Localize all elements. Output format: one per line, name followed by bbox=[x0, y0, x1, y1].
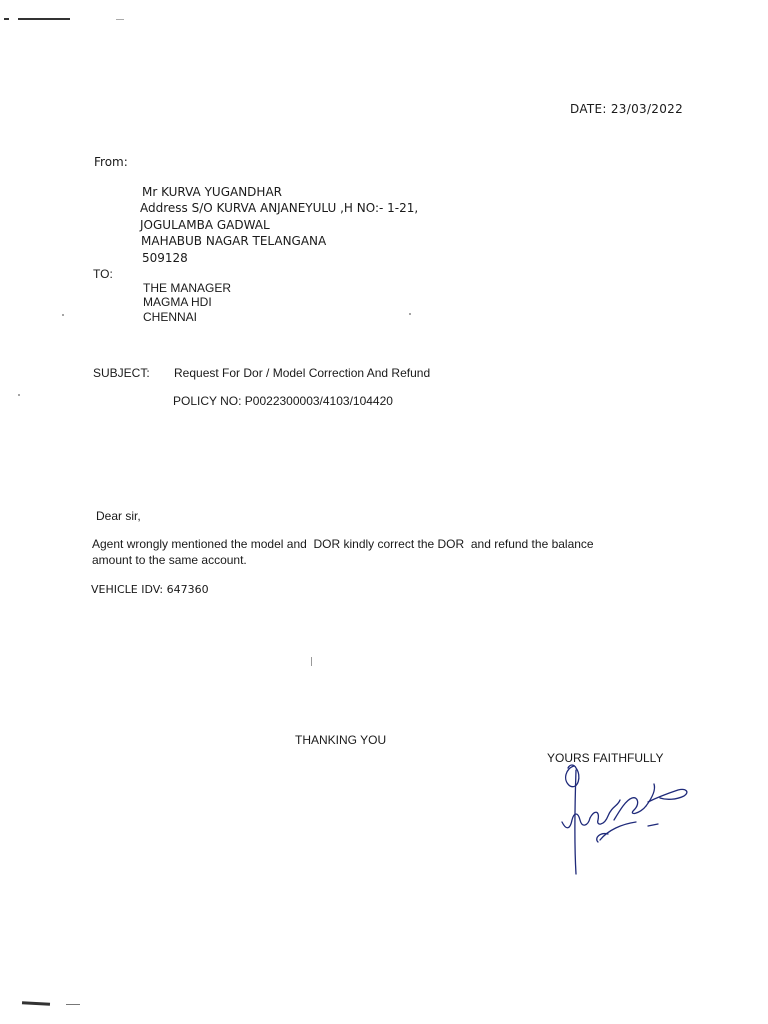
scan-dot bbox=[62, 314, 64, 316]
sender-name: Mr KURVA YUGANDHAR bbox=[142, 185, 282, 199]
vehicle-idv: VEHICLE IDV: 647360 bbox=[91, 583, 209, 596]
sender-pincode: 509128 bbox=[142, 251, 188, 265]
scan-dot bbox=[18, 394, 20, 396]
from-label: From: bbox=[94, 155, 128, 169]
yours-faithfully: YOURS FAITHFULLY bbox=[547, 751, 664, 765]
letter-date: DATE: 23/03/2022 bbox=[570, 102, 684, 116]
policy-number: POLICY NO: P0022300003/4103/104420 bbox=[173, 394, 393, 408]
to-label: TO: bbox=[93, 267, 113, 281]
scan-mark-top-faint bbox=[116, 19, 124, 20]
sender-address-line: MAHABUB NAGAR TELANGANA bbox=[141, 234, 327, 248]
scan-tick bbox=[311, 657, 312, 666]
sender-address-line: JOGULAMBA GADWAL bbox=[140, 218, 270, 232]
body-text-line: Agent wrongly mentioned the model and DOR kindly correct the DOR and refund the balance bbox=[92, 537, 594, 551]
salutation: Dear sir, bbox=[96, 509, 141, 523]
subject-label: SUBJECT: bbox=[93, 366, 150, 380]
signature bbox=[548, 760, 698, 880]
scan-mark-top bbox=[18, 18, 70, 20]
recipient-line: CHENNAI bbox=[143, 310, 198, 324]
scan-mark-top-small bbox=[4, 18, 9, 20]
scan-dot bbox=[409, 313, 411, 315]
scan-mark-bottom bbox=[22, 1001, 50, 1005]
scan-mark-bottom-small bbox=[66, 1004, 80, 1005]
subject-text: Request For Dor / Model Correction And Refund bbox=[174, 366, 431, 380]
recipient-line: THE MANAGER bbox=[143, 281, 232, 295]
body-text-line: amount to the same account. bbox=[92, 553, 247, 567]
sender-address-line: Address S/O KURVA ANJANEYULU ,H NO:- 1-21, bbox=[140, 201, 419, 215]
thanking-you: THANKING YOU bbox=[295, 733, 387, 747]
recipient-line: MAGMA HDI bbox=[143, 295, 212, 309]
